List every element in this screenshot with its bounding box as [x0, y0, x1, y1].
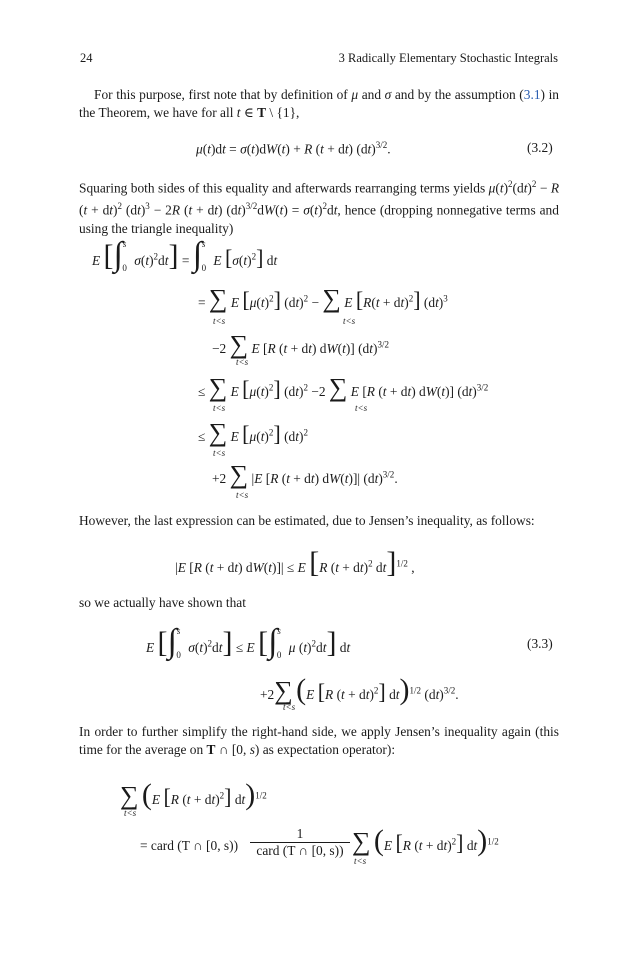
sum-index: t<s [213, 448, 226, 458]
sum-index: t<s [343, 316, 356, 326]
derivation-line-1: E [∫$^s_0$ $\sigma(t)^2dt] = \int^s_0$ E $[\sigma(t)^2]$ dt [92, 236, 278, 273]
final-line-1: ∑ (E [R (t + dt)$^2$] dt)$^{1/2}$ [120, 778, 267, 811]
sum-index: t<s [354, 856, 367, 866]
paragraph-squaring: Squaring both sides of this equality and afterwards rearranging terms yields $\mu(t)^2(dt)^2 - R$ (t + dt)$^2$ (dt)$^3$ − 2R (t + dt) $(dt)^{3/2}dW(t) = \sigma(t)^2dt$, hence (dropping nonnegative terms and using the triangle inequality) [79, 179, 559, 236]
sum-index: t<s [124, 808, 137, 818]
equation-number-3-2: (3.2) [527, 140, 553, 155]
paragraph-simplify: In order to further simplify the right-hand side, we apply Jensen’s inequality again (this time for the average on T ∩ [0, s) as expectation operator): [79, 724, 559, 757]
fraction-denominator: card (T ∩ [0, s)) [250, 842, 350, 859]
fraction [250, 826, 350, 859]
paragraph-shown: so we actually have shown that [79, 595, 246, 610]
equation-3-3-line-2: +2∑ (E [R (t + dt)$^2$] dt)$^{1/2}$ (dt)$^{3/2}$. [260, 673, 459, 706]
equation-number-3-3: (3.3) [527, 636, 553, 651]
sum-index: t<s [236, 490, 249, 500]
sum-index: t<s [213, 403, 226, 413]
card-expression: card (T ∩ [0, s)) [150, 838, 239, 853]
sum-index: t<s [236, 357, 249, 367]
derivation-line-4: ≤ ∑ E $[\mu(t)^2]$ (dt)$^2$ −2 ∑ E [R (t + dt) dW(t)] (dt)$^{3/2}$ [198, 373, 489, 402]
equation-reference-link[interactable]: 3.1 [523, 87, 541, 102]
equation-3-3-line-1: E [∫$^s_0$ $\sigma(t)^2dt] \le E$ [∫$^s_0$ μ $(t)^2dt$] dt [146, 623, 351, 660]
derivation-line-2: = ∑ E $[\mu(t)^2] (dt)^2$ − ∑ E [R(t + dt)$^2$] (dt)$^3$ [198, 284, 448, 313]
paragraph-jensen: However, the last expression can be estimated, due to Jensen’s inequality, as follows: [79, 513, 535, 528]
final-line-2-card: = card (T ∩ [0, s)) [140, 838, 239, 853]
fraction-numerator: 1 [296, 826, 304, 841]
final-line-2-sum: ∑ (E [R (t + dt)$^2$] dt)$^{1/2}$ [352, 824, 499, 857]
equation-3-2: μ(t)dt = σ(t)dW(t) + R (t + dt) (dt)$^{3/2}$. [196, 140, 391, 157]
jensen-inequality: |E [R (t + dt) dW(t)]| ≤ E [R (t + dt)$^2$ dt]$^{1/2}$ , [175, 546, 415, 579]
derivation-line-5: ≤ ∑ E $[\mu(t)^2]$ (dt)$^2$ [198, 418, 308, 447]
derivation-line-3: −2 ∑ E [R (t + dt) dW(t)] (dt)$^{3/2}$ [212, 330, 389, 359]
sum-index: t<s [213, 316, 226, 326]
page-number: 24 [80, 51, 93, 65]
running-title: 3 Radically Elementary Stochastic Integrals [338, 51, 558, 65]
sum-index: t<s [283, 702, 296, 712]
sum-index: t<s [355, 403, 368, 413]
derivation-line-6: +2 ∑ |E [R (t + dt) dW(t)]| (dt)$^{3/2}$. [212, 460, 398, 489]
paragraph-intro: For this purpose, first note that by definition of μ and σ and by the assumption (3.1) in the Theorem, we have for all t ∈ T \ {1}, [79, 87, 560, 120]
